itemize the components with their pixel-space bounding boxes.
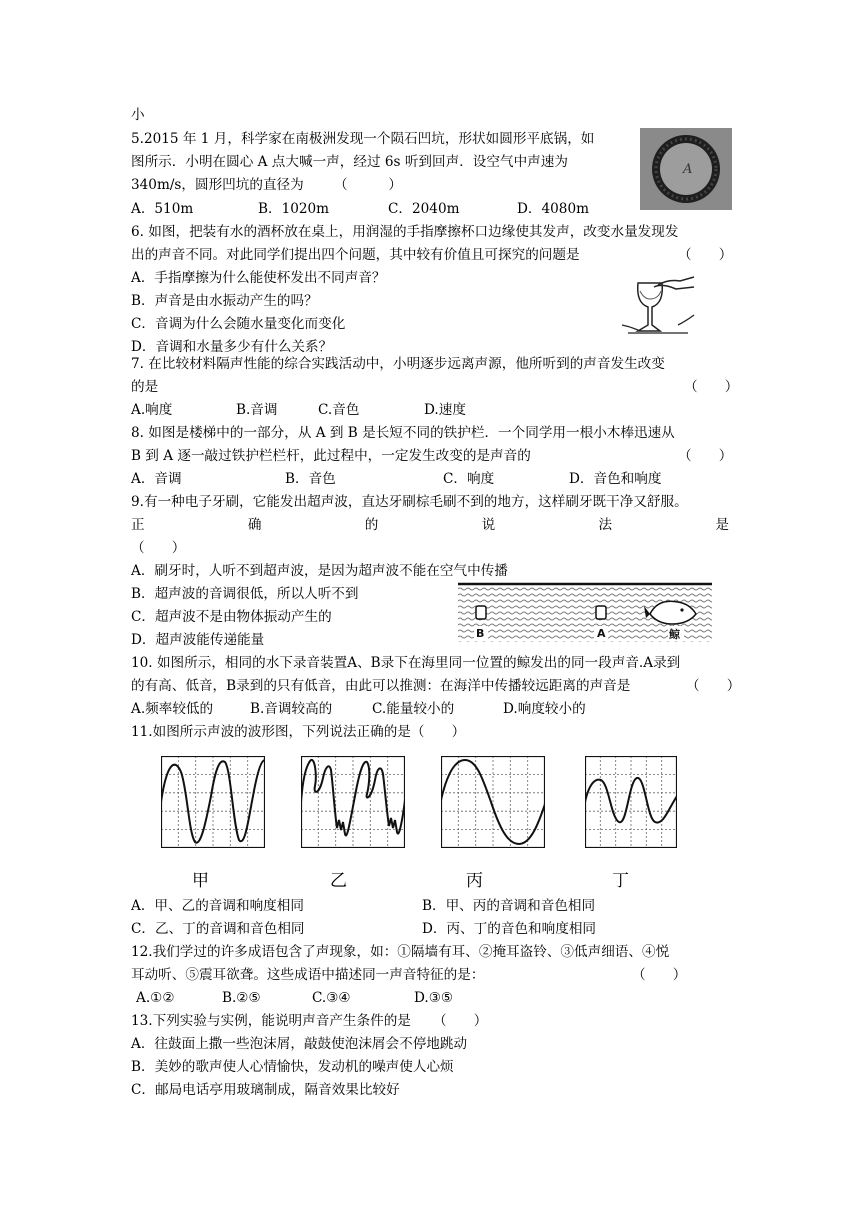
q8-option-c: C．响度 xyxy=(443,471,495,487)
q6-option-a: A．手指摩擦为什么能使杯发出不同声音？ xyxy=(131,270,386,286)
q12-option-a: A.①② xyxy=(136,990,175,1006)
crater-center-label: A xyxy=(683,162,693,177)
q10-stem-line2: 的有高、低音，B录到的只有低音，由此可以推测：在海洋中传播较远距离的声音是 xyxy=(131,678,631,694)
q6-answer-bracket: （ ） xyxy=(678,247,733,263)
q12-option-c: C.③④ xyxy=(312,990,351,1006)
q6-option-b: B．声音是由水振动产生的吗？ xyxy=(131,293,318,309)
q5-stem-line1: 5.2015 年 1 月，科学家在南极洲发现一个陨石凹坑，形状如圆形平底锅，如 xyxy=(131,131,595,147)
q8-option-b: B．音色 xyxy=(285,471,336,487)
q5-answer-bracket: （ ） xyxy=(334,177,402,193)
q13-option-c: C．邮局电话亭用玻璃制成，隔音效果比较好 xyxy=(131,1082,400,1098)
q11-stem: 11.如图所示声波的波形图，下列说法正确的是（ ） xyxy=(131,724,466,740)
q10-answer-bracket: （ ） xyxy=(686,678,741,694)
q7-stem-line2: 的是 xyxy=(131,379,159,395)
q12-option-b: B.②⑤ xyxy=(222,990,261,1006)
q5-stem-line3: 340m/s，圆形凹坑的直径为 xyxy=(131,177,304,193)
q9-word: 确 xyxy=(247,517,262,533)
q9-option-d: D．超声波能传递能量 xyxy=(131,632,265,648)
q7-stem-line1: 7. 在比较材料隔声性能的综合实践活动中，小明逐步远离声源，他所听到的声音发生改变 xyxy=(131,356,665,372)
q6-option-d: D．音调和水量多少有什么关系？ xyxy=(131,339,333,355)
crater-figure xyxy=(640,128,732,210)
q8-stem-line1: 8. 如图是楼梯中的一部分，从 A 到 B 是长短不同的铁护栏．一个同学用一根小木棒迅速从 xyxy=(131,425,675,441)
q5-option-d: D．4080m xyxy=(517,201,589,217)
q12-stem-line1: 12.我们学过的许多成语包含了声现象，如：①隔墙有耳、②掩耳盗铃、③低声细语、④悦 xyxy=(131,944,670,960)
ocean-recorder-figure xyxy=(458,580,712,642)
q9-option-b: B．超声波的音调很低，所以人听不到 xyxy=(131,586,359,602)
q6-stem-line1: 6. 如图，把装有水的酒杯放在桌上，用润湿的手指摩擦杯口边缘使其发声，改变水量发现发 xyxy=(131,224,679,240)
q9-word: 说 xyxy=(481,517,496,533)
q9-option-c: C．超声波不是由物体振动产生的 xyxy=(131,609,332,625)
q8-stem-line2: B 到 A 逐一敲过铁护栏栏杆，此过程中，一定发生改变的是声音的 xyxy=(131,448,531,464)
q13-option-b: B．美妙的歌声使人心情愉快，发动机的噪声使人心烦 xyxy=(131,1059,454,1075)
q5-option-b: B．1020m xyxy=(258,201,330,217)
q12-answer-bracket: （ ） xyxy=(632,967,687,983)
q6-stem-line2: 出的声音不同。对此同学们提出四个问题，其中较有价值且可探究的问题是 xyxy=(131,247,580,263)
whale-label: 鲸 xyxy=(669,628,680,641)
q7-option-b: B.音调 xyxy=(236,402,278,418)
recorder-a-label: A xyxy=(597,627,606,640)
q9-answer-bracket: （ ） xyxy=(131,540,186,556)
q5-option-a: A．510m xyxy=(131,201,194,217)
q13-answer-bracket: （ ） xyxy=(433,1013,488,1029)
q5-option-c: C．2040m xyxy=(388,201,460,217)
q8-answer-bracket: （ ） xyxy=(678,448,733,464)
q12-stem-line2: 耳动听、⑤震耳欲聋。这些成语中描述同一声音特征的是： xyxy=(131,967,485,983)
q9-word: 正 xyxy=(131,517,145,533)
q8-option-d: D．音色和响度 xyxy=(569,471,662,487)
q13-option-a: A．往鼓面上撒一些泡沫屑，敲鼓使泡沫屑会不停地跳动 xyxy=(131,1036,468,1052)
wine-glass-figure xyxy=(618,275,696,337)
q9-stem-line2 xyxy=(131,516,729,534)
q9-word: 的 xyxy=(364,517,379,533)
q12-option-d: D.③⑤ xyxy=(414,990,454,1006)
recorder-b-label: B xyxy=(476,627,485,640)
q10-stem-line1: 10. 如图所示，相同的水下录音装置A、B录下在海里同一位置的鲸发出的同一段声音.A录到 xyxy=(131,655,681,671)
q6-option-c: C．音调为什么会随水量变化而变化 xyxy=(131,316,346,332)
q7-option-c: C.音色 xyxy=(318,402,360,418)
waveform-caption-bing: 丙 xyxy=(466,871,483,891)
waveform-bing xyxy=(441,756,545,848)
q9-word: 法 xyxy=(598,517,613,533)
waveform-yi xyxy=(301,756,405,848)
q5-stem-line2: 图所示．小明在圆心 A 点大喊一声，经过 6s 听到回声．设空气中声速为 xyxy=(131,154,568,170)
q7-answer-bracket: （ ） xyxy=(684,379,739,395)
q11-option-d: D．丙、丁的音色和响度相同 xyxy=(422,921,597,937)
q10-option-c: C.能量较小的 xyxy=(372,701,455,717)
waveform-caption-jia: 甲 xyxy=(192,871,209,891)
waveform-caption-ding: 丁 xyxy=(612,871,629,891)
continued-text: 小 xyxy=(131,107,145,123)
q11-option-b: B．甲、丙的音调和音色相同 xyxy=(422,898,596,914)
q10-option-a: A.频率较低的 xyxy=(131,701,214,717)
q7-option-a: A.响度 xyxy=(131,402,173,418)
q11-option-c: C．乙、丁的音调和音色相同 xyxy=(131,921,305,937)
q9-option-a: A．刷牙时，人听不到超声波，是因为超声波不能在空气中传播 xyxy=(131,563,508,579)
q10-option-b: B.音调较高的 xyxy=(250,701,333,717)
q9-word: 是 xyxy=(715,517,729,533)
q13-stem: 13.下列实验与实例，能说明声音产生条件的是 xyxy=(131,1013,411,1029)
waveform-caption-yi: 乙 xyxy=(330,871,347,891)
q11-option-a: A．甲、乙的音调和响度相同 xyxy=(131,898,304,914)
q9-stem-line1: 9.有一种电子牙刷，它能发出超声波，直达牙刷棕毛刷不到的地方，这样刷牙既干净又舒服。 xyxy=(131,494,688,510)
q8-option-a: A．音调 xyxy=(131,471,182,487)
waveform-ding xyxy=(585,756,677,848)
q10-option-d: D.响度较小的 xyxy=(503,701,586,717)
waveform-jia xyxy=(161,756,265,848)
q7-option-d: D.速度 xyxy=(424,402,466,418)
